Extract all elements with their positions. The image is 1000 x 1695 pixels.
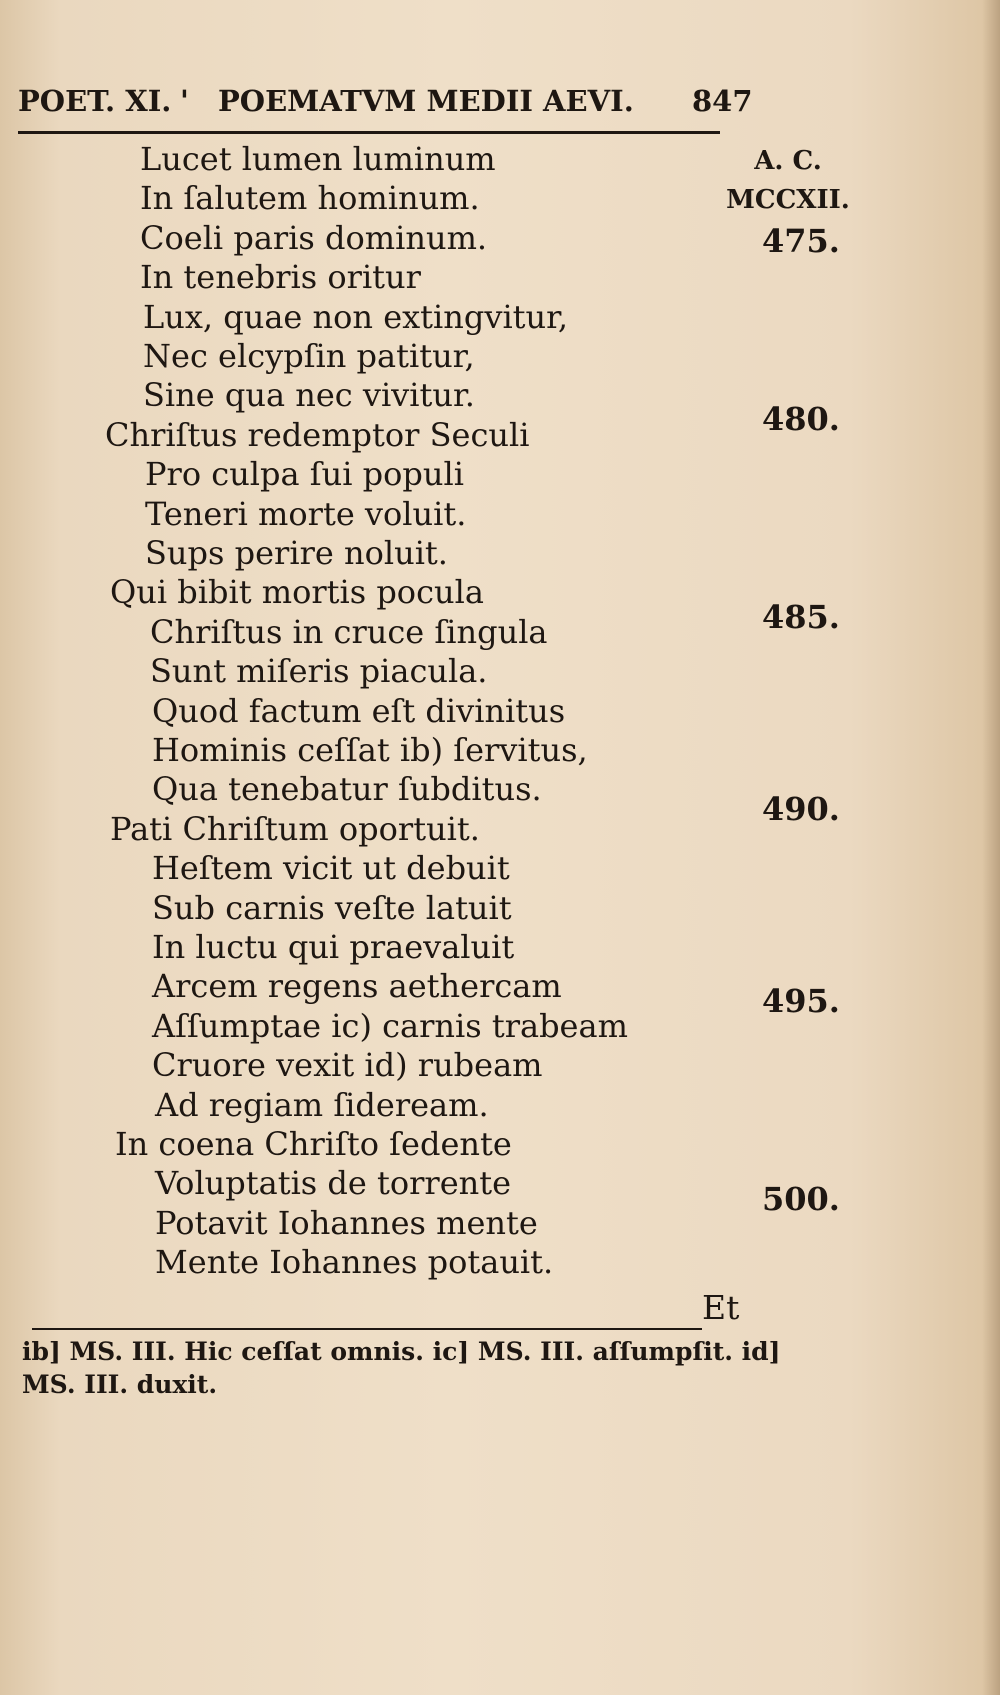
verse-line: Ad regiam ſideream. bbox=[155, 1085, 489, 1124]
line-number: 500. bbox=[762, 1180, 840, 1218]
catchword: Et bbox=[702, 1288, 740, 1327]
verse-line: Sunt miſeris piacula. bbox=[150, 652, 488, 691]
verse-line: Voluptatis de torrente bbox=[155, 1164, 512, 1203]
footnote-line-2: MS. III. duxit. bbox=[22, 1370, 218, 1399]
verse-line: Sups perire noluit. bbox=[145, 534, 448, 572]
verse-line: Aſſumptae ic) carnis trabeam bbox=[152, 1006, 628, 1045]
verse-line: Quod factum eſt divinitus bbox=[152, 691, 566, 730]
side-year: MCCXII. bbox=[726, 185, 850, 215]
header-title: POEMATVM MEDII AEVI. bbox=[218, 84, 634, 118]
line-number: 490. bbox=[762, 790, 840, 828]
line-number: 475. bbox=[762, 222, 840, 260]
footnote-line-1: ib] MS. III. Hic ceſſat omnis. ic] MS. III. aſſumpſit. id] bbox=[22, 1337, 781, 1366]
verse-line: Sub carnis veſte latuit bbox=[152, 888, 512, 927]
verse-line: Heſtem vicit ut debuit bbox=[152, 849, 510, 888]
header-rule bbox=[18, 131, 720, 134]
footnote-rule bbox=[32, 1328, 702, 1330]
verse-line: Pro culpa ſui populi bbox=[145, 455, 464, 494]
verse-line: Chriſtus redemptor Seculi bbox=[105, 415, 530, 454]
verse-line: Lucet lumen luminum bbox=[140, 140, 496, 178]
page-number: 847 bbox=[692, 84, 753, 118]
verse-line: Hominis ceſſat ib) ſervitus, bbox=[152, 731, 588, 769]
verse-line: Coeli paris dominum. bbox=[140, 218, 488, 257]
line-number: 485. bbox=[762, 598, 840, 636]
running-header bbox=[18, 84, 753, 124]
verse-line: Potavit Iohannes mente bbox=[155, 1203, 538, 1242]
line-number: 480. bbox=[762, 400, 840, 438]
verse-line: Chriſtus in cruce ſingula bbox=[150, 612, 548, 651]
verse-line: Arcem regens aethercam bbox=[152, 967, 562, 1006]
verse-line: Lux, quae non extingvitur, bbox=[143, 297, 569, 336]
side-era: A. C. bbox=[754, 146, 822, 176]
verse-line: In tenebris oritur bbox=[140, 258, 421, 297]
page-edge-shadow bbox=[982, 0, 1000, 1695]
verse-line: Sine qua nec vivitur. bbox=[143, 376, 475, 415]
verse-line: Qui bibit mortis pocula bbox=[110, 573, 484, 612]
line-number: 495. bbox=[762, 982, 840, 1020]
verse-line: Cruore vexit id) rubeam bbox=[152, 1046, 543, 1085]
verse-line: Qua tenebatur ſubditus. bbox=[152, 770, 542, 809]
header-mark: ' bbox=[180, 84, 189, 118]
verse-line: Teneri morte voluit. bbox=[145, 494, 467, 533]
footnotes bbox=[22, 1335, 781, 1401]
verse-line: Mente Iohannes potauit. bbox=[155, 1243, 554, 1282]
header-section: POET. XI. bbox=[18, 84, 172, 118]
verse-line: In luctu qui praevaluit bbox=[152, 928, 515, 966]
verse-line: In ſalutem hominum. bbox=[140, 179, 480, 218]
verse-line: In coena Chriſto ſedente bbox=[115, 1125, 512, 1163]
verse-line: Pati Chriſtum oportuit. bbox=[110, 809, 480, 848]
verse-line: Nec elcypſin patitur, bbox=[143, 337, 475, 375]
